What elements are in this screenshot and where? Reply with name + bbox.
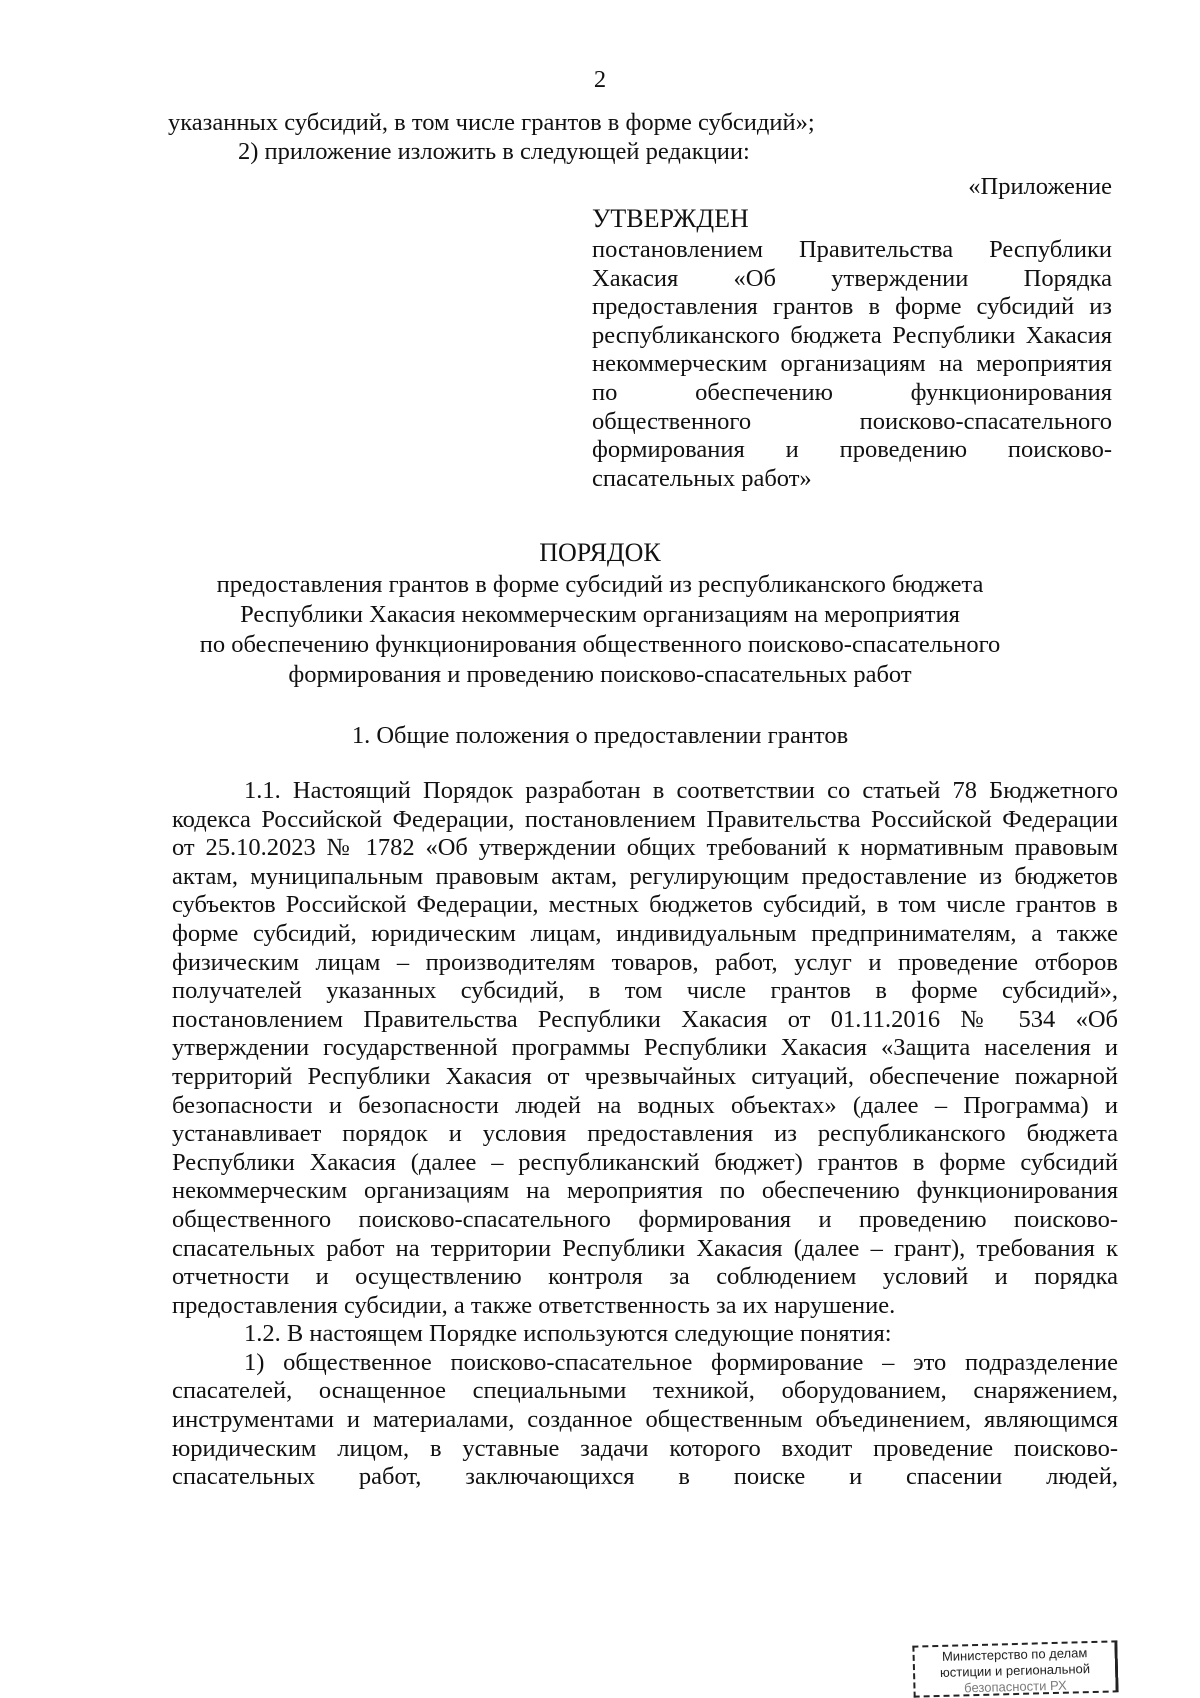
order-subtitle [140, 570, 1060, 690]
paragraph: 1.1. Настоящий Порядок разработан в соответствии со статьей 78 Бюджетного кодекса Российской Федерации, постановлением Правительства Российской Федерации от 25.10.2023 № 1782 «Об утверждении общих требований к нормативным правовым актам, муниципальным правовым актам, регулирующим предоставление из бюджетов субъектов Российской Федерации, местных бюджетов субсидий, в том числе грантов в форме субсидий, юридическим лицам, индивидуальным предпринимателям, а также физическим лицам – производителям товаров, работ, услуг и проведение отборов получателей указанных субсидий, в том числе грантов в форме субсидий», постановлением Правительства Республики Хакасия от 01.11.2016 № 534 «Об утверждении государственной программы Республики Хакасия «Защита населения и территорий Республики Хакасия от чрезвычайных ситуаций, обеспечение пожарной безопасности и безопасности людей на водных объектах» (далее – Программа) и устанавливает порядок и условия предоставления из республиканского бюджета Республики Хакасия (далее – республиканский бюджет) грантов в форме субсидий некоммерческим организациям на мероприятия по обеспечению функционирования общественного поисково-спасательного формирования и проведению поисково-спасательных работ на территории Республики Хакасия (далее – грант), требования к отчетности и осуществлению контроля за соблюдением условий и порядка предоставления субсидии, а также ответственность за их нарушение. [172, 777, 1118, 1319]
order-title: ПОРЯДОК [539, 538, 661, 567]
order-subtitle-line: предоставления грантов в форме субсидий из республиканского бюджета [216, 571, 984, 598]
stamp-line: юстиции и региональной [939, 1661, 1091, 1680]
approval-heading: УТВЕРЖДЕН [592, 204, 749, 233]
intro-block [168, 109, 1118, 166]
body-text [172, 777, 1118, 1492]
paragraph: 1.2. В настоящем Порядке используются следующие понятия: [244, 1320, 892, 1348]
approval-block [592, 202, 1112, 493]
order-subtitle-line: по обеспечению функционирования общественного поисково-спасательного [199, 631, 1001, 658]
appendix-label: «Приложение [968, 173, 1112, 200]
approval-text: постановлением Правительства Республики Хакасия «Об утверждении Порядка предоставления грантов в форме субсидий из республиканского бюджета Республики Хакасия некоммерческим организациям на мероприятия по обеспечению функционирования общественного поисково-спасательного формирования и проведению поисково-спасательных работ» [592, 236, 1112, 492]
stamp-line: Министерство по делам [941, 1645, 1088, 1664]
order-subtitle-line: Республики Хакасия некоммерческим организациям на мероприятия [240, 601, 960, 628]
section-heading: 1. Общие положения о предоставлении грантов [351, 722, 849, 749]
page-number: 2 [593, 66, 607, 93]
order-subtitle-line: формирования и проведению поисково-спасательных работ [288, 661, 912, 688]
intro-line-1: указанных субсидий, в том числе грантов в форме субсидий»; [168, 109, 815, 136]
ministry-stamp [912, 1640, 1118, 1697]
paragraph: 1) общественное поисково-спасательное формирование – это подразделение спасателей, оснащенное специальными техникой, оборудованием, снаряжением, инструментами и материалами, созданное общественным объединением, являющимся юридическим лицом, в уставные задачи которого входит проведение поисково-спасательных работ, заключающихся в поиске и спасении людей, [172, 1348, 1118, 1491]
stamp-line: безопасности РХ [963, 1677, 1067, 1696]
intro-line-2: 2) приложение изложить в следующей редакции: [238, 137, 750, 165]
